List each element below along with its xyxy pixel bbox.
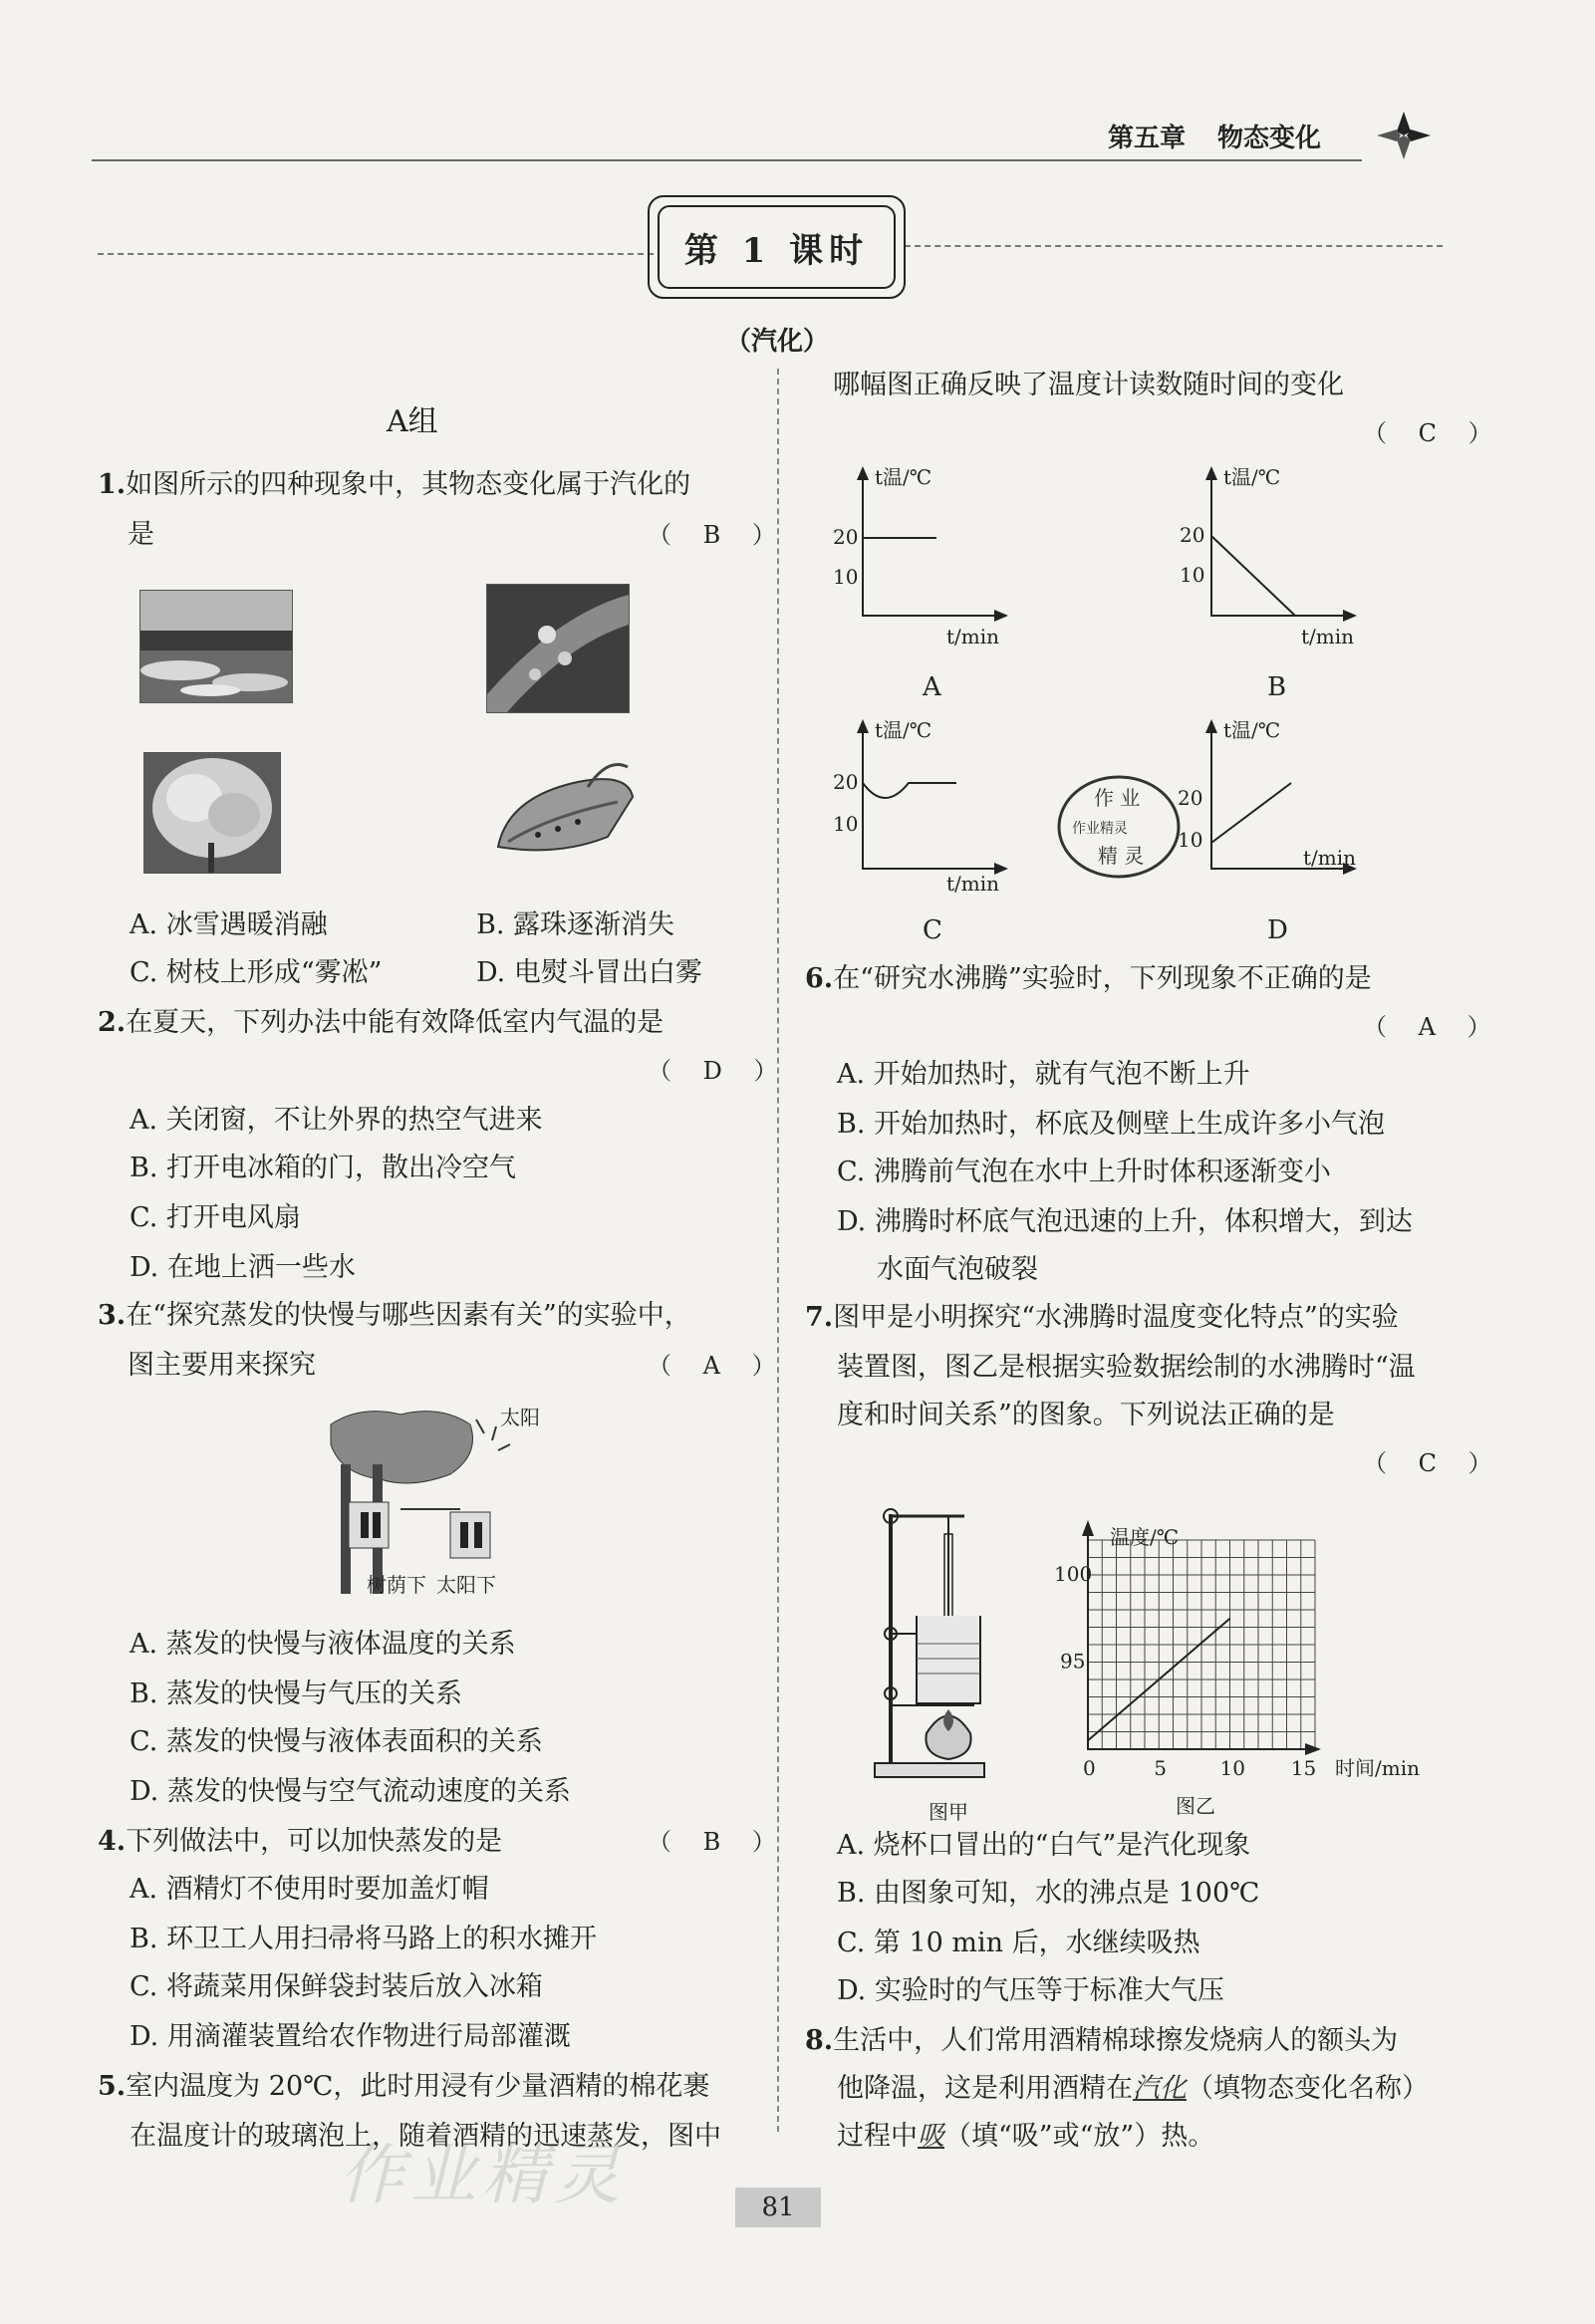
- q7-option-d: D. 实验时的气压等于标准大气压: [837, 1975, 1224, 2006]
- q6-option-a: A. 开始加热时，就有气泡不断上升: [837, 1059, 1250, 1090]
- q3-stem: 3.在“探究蒸发的快慢与哪些因素有关”的实验中，: [98, 1300, 691, 1331]
- q1-option-b: B. 露珠逐渐消失: [476, 909, 675, 940]
- photo-dew-drops: [486, 584, 630, 713]
- fig-yi-label: 图乙: [1176, 1794, 1215, 1818]
- q1-stem: 1.如图所示的四种现象中，其物态变化属于汽化的: [98, 469, 691, 500]
- graph-c-label: C: [923, 915, 942, 945]
- group-title: A组: [387, 404, 438, 439]
- stamp-watermark: [1054, 767, 1184, 887]
- title-dash-right: [905, 245, 1443, 247]
- q6-option-d: D. 沸腾时杯底气泡迅速的上升，体积增大，到达: [837, 1206, 1413, 1237]
- q7-stem-cont: 装置图，图乙是根据实验数据绘制的水沸腾时“温: [837, 1352, 1416, 1383]
- svg-text:t温/℃: t温/℃: [875, 465, 932, 489]
- q8-line1: 8.生活中，人们常用酒精棉球擦发烧病人的额头为: [805, 2025, 1399, 2056]
- q7-stem: 7.图甲是小明探究“水沸腾时温度变化特点”的实验: [805, 1302, 1399, 1333]
- chart-x-tick-0: 0: [1083, 1756, 1096, 1780]
- q1-answer: （ B ）: [648, 521, 788, 549]
- svg-text:10: 10: [1178, 828, 1203, 852]
- q2-option-d: D. 在地上洒一些水: [130, 1252, 356, 1283]
- header-rule: [92, 159, 1362, 161]
- q1-option-c: C. 树枝上形成“雾凇”: [130, 957, 383, 988]
- q3-answer: （ A ）: [648, 1352, 788, 1380]
- boiling-chart: [1052, 1514, 1451, 1823]
- svg-text:10: 10: [1180, 563, 1205, 587]
- q5-answer: （ C ）: [1363, 419, 1504, 447]
- chart-y-tick-100: 100: [1054, 1562, 1093, 1586]
- apparatus-figure-jia: [865, 1494, 994, 1823]
- fig-jia-label: 图甲: [929, 1800, 968, 1823]
- fig-sunny-label: 太阳下: [436, 1573, 496, 1597]
- svg-text:t温/℃: t温/℃: [875, 718, 932, 742]
- watermark: 作业精灵: [339, 2137, 626, 2213]
- q7-option-a: A. 烧杯口冒出的“白气”是汽化现象: [837, 1830, 1251, 1861]
- q8-line2: 他降温，这是利用酒精在汽化（填物态变化名称）: [837, 2073, 1429, 2104]
- q4-option-b: B. 环卫工人用扫帚将马路上的积水摊开: [130, 1924, 598, 1954]
- fig-shade-label: 树荫下: [367, 1573, 426, 1597]
- lesson-subtitle: （汽化）: [725, 327, 830, 357]
- chart-y-label: 温度/℃: [1110, 1525, 1180, 1549]
- q6-option-c: C. 沸腾前气泡在水中上升时体积逐渐变小: [837, 1157, 1331, 1187]
- fig-sun-label: 太阳: [500, 1406, 540, 1429]
- svg-text:t/min: t/min: [1303, 846, 1357, 870]
- q6-stem: 6.在“研究水沸腾”实验时，下列现象不正确的是: [805, 963, 1372, 994]
- q2-option-b: B. 打开电冰箱的门，散出冷空气: [130, 1153, 517, 1183]
- q8-fill-1: 汽化: [1133, 2073, 1187, 2104]
- q2-option-a: A. 关闭窗，不让外界的热空气进来: [130, 1105, 543, 1136]
- q4-option-a: A. 酒精灯不使用时要加盖灯帽: [130, 1874, 489, 1905]
- q4-answer: （ B ）: [648, 1828, 788, 1856]
- graph-c: [827, 713, 1026, 952]
- q2-stem: 2.在夏天，下列办法中能有效降低室内气温的是: [98, 1007, 665, 1038]
- q7-stem-end: 度和时间关系”的图象。下列说法正确的是: [837, 1400, 1335, 1430]
- q4-option-d: D. 用滴灌装置给农作物进行局部灌溉: [130, 2021, 571, 2052]
- svg-text:精 灵: 精 灵: [1098, 844, 1145, 868]
- compass-icon: [1373, 110, 1435, 161]
- q5-stem-end: 哪幅图正确反映了温度计读数随时间的变化: [833, 370, 1344, 400]
- svg-text:t/min: t/min: [946, 625, 1000, 648]
- chapter-label: 第五章: [1108, 124, 1187, 153]
- column-divider: [777, 369, 779, 2132]
- q6-option-b: B. 开始加热时，杯底及侧壁上生成许多小气泡: [837, 1109, 1386, 1140]
- q1-stem-cont: 是: [128, 519, 154, 550]
- q4-stem: 4.下列做法中，可以加快蒸发的是: [98, 1826, 503, 1857]
- evaporation-figure: [321, 1405, 550, 1599]
- svg-text:作业精灵: 作业精灵: [1072, 821, 1128, 837]
- svg-text:作 业: 作 业: [1094, 786, 1141, 810]
- chart-x-label: 时间/min: [1335, 1756, 1420, 1780]
- q3-option-b: B. 蒸发的快慢与气压的关系: [130, 1678, 463, 1709]
- q6-option-d-cont: 水面气泡破裂: [877, 1254, 1038, 1285]
- q1-option-d: D. 电熨斗冒出白雾: [476, 957, 702, 988]
- svg-text:t温/℃: t温/℃: [1223, 718, 1281, 742]
- q5-stem: 5.室内温度为 20℃，此时用浸有少量酒精的棉花裹: [98, 2071, 710, 2102]
- graph-a-label: A: [923, 672, 941, 702]
- q3-option-d: D. 蒸发的快慢与空气流动速度的关系: [130, 1776, 571, 1807]
- q7-answer: （ C ）: [1363, 1449, 1504, 1477]
- svg-text:20: 20: [833, 525, 859, 549]
- q8-line3: 过程中吸（填“吸”或“放”）热。: [837, 2121, 1215, 2152]
- svg-text:t温/℃: t温/℃: [1223, 465, 1281, 489]
- chart-x-tick-10: 10: [1219, 1756, 1245, 1780]
- graph-d-label: D: [1267, 915, 1288, 945]
- title-dash-left: [98, 253, 654, 255]
- photo-melting-snow: [139, 590, 293, 703]
- q8-fill-2: 吸: [918, 2121, 944, 2152]
- graph-a: [827, 460, 1026, 709]
- q3-stem-cont: 图主要用来探究: [128, 1350, 316, 1381]
- page-number: 81: [735, 2188, 821, 2227]
- lesson-title: 第 1 课时: [658, 205, 896, 289]
- chart-y-tick-95: 95: [1060, 1649, 1086, 1674]
- chapter-title: 物态变化: [1217, 124, 1322, 153]
- svg-text:10: 10: [833, 565, 859, 589]
- photo-rime: [143, 752, 281, 874]
- photo-iron: [488, 757, 638, 867]
- q3-option-a: A. 蒸发的快慢与液体温度的关系: [130, 1629, 516, 1660]
- chart-x-tick-15: 15: [1290, 1756, 1317, 1780]
- svg-text:t/min: t/min: [946, 872, 1000, 896]
- q7-option-c: C. 第 10 min 后，水继续吸热: [837, 1928, 1200, 1958]
- q2-option-c: C. 打开电风扇: [130, 1202, 301, 1233]
- chart-x-tick-5: 5: [1154, 1756, 1167, 1780]
- q2-answer: （ D ）: [648, 1057, 790, 1085]
- q6-answer: （ A ）: [1363, 1013, 1503, 1041]
- graph-b-label: B: [1267, 672, 1287, 702]
- svg-text:20: 20: [833, 770, 859, 794]
- q3-option-c: C. 蒸发的快慢与液体表面积的关系: [130, 1726, 543, 1757]
- svg-text:t/min: t/min: [1301, 625, 1355, 648]
- svg-text:20: 20: [1180, 523, 1205, 547]
- svg-text:20: 20: [1178, 786, 1203, 810]
- q7-option-b: B. 由图象可知，水的沸点是 100℃: [837, 1878, 1260, 1909]
- q4-option-c: C. 将蔬菜用保鲜袋封装后放入冰箱: [130, 1971, 543, 2002]
- graph-b: [1176, 460, 1375, 709]
- q5-stem-cont: 在温度计的玻璃泡上，随着酒精的迅速蒸发，图中: [130, 2121, 721, 2152]
- svg-text:10: 10: [833, 812, 859, 836]
- q1-option-a: A. 冰雪遇暖消融: [130, 909, 328, 940]
- graph-d: [1176, 713, 1375, 952]
- chart-grid: [1088, 1540, 1315, 1749]
